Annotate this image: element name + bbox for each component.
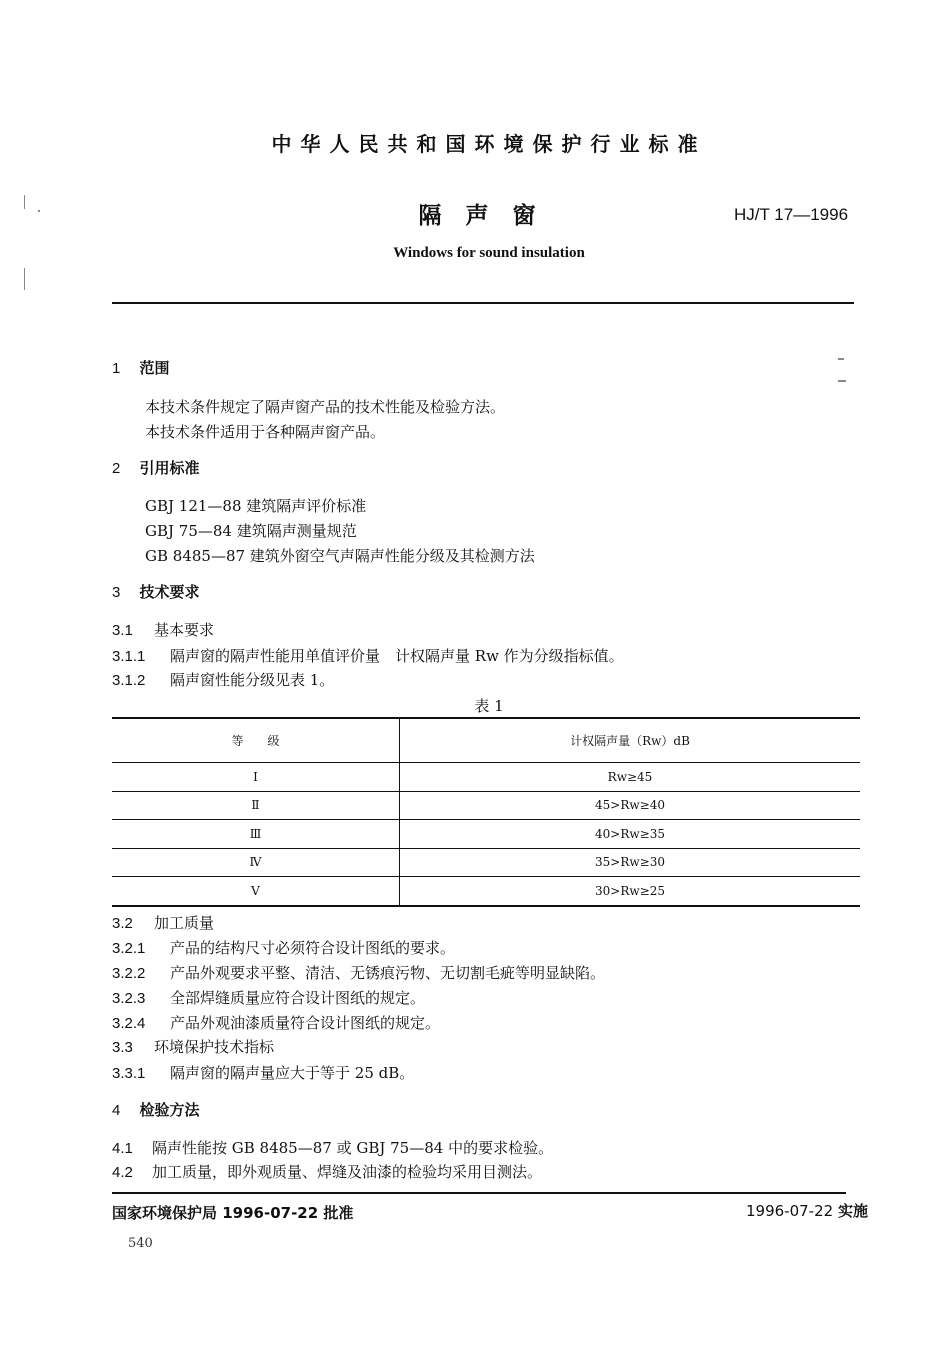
paragraph-line: 本技术条件适用于各种隔声窗产品。 [145,423,386,441]
scan-artifact [24,268,25,290]
column-header-grade: 等 级 [112,718,400,763]
clause [112,1161,542,1182]
clause-number: 3.3.1 [112,1065,146,1082]
referenced-standard: GBJ 121—88 建筑隔声评价标准 [145,497,367,515]
paragraph-line: 本技术条件规定了隔声窗产品的技术性能及检验方法。 [145,398,506,416]
clause [112,619,214,640]
section-title: 范围 [139,359,170,377]
clause-text: 隔声性能按 GB 8485—87 或 GBJ 75—84 中的要求检验。 [152,1139,554,1157]
value-cell: Rw≥45 [400,763,861,792]
referenced-standard: GBJ 75—84 建筑隔声测量规范 [145,522,357,540]
clause [112,669,334,690]
clause [112,1062,414,1083]
clause [112,937,455,958]
section-1-heading [112,357,169,378]
clause [112,1012,440,1033]
table-caption: 表 1 [474,697,504,715]
clause-text: 产品的结构尺寸必须符合设计图纸的要求。 [170,939,456,957]
document-title-english: Windows for sound insulation [393,245,585,261]
clause-number: 3.2.1 [112,940,146,957]
clause-text: 加工质量 [154,914,215,932]
section-3-heading [112,581,199,602]
column-header-rw: 计权隔声量（Rw）dB [400,718,861,763]
section-4-heading [112,1099,199,1120]
effective-line [746,1200,868,1221]
clause [112,987,425,1008]
grade-cell: Ⅳ [112,848,400,877]
clause-number: 4.2 [112,1164,133,1181]
table-row [112,877,860,906]
section-number: 2 [112,460,121,477]
section-number: 4 [112,1102,121,1119]
section-number: 1 [112,360,121,377]
referenced-standard: GB 8485—87 建筑外窗空气声隔声性能分级及其检测方法 [145,547,535,565]
table-row [112,791,860,820]
value-cell: 40>Rw≥35 [400,820,861,849]
value-cell: 45>Rw≥40 [400,791,861,820]
scan-artifact [838,358,844,360]
grade-cell: Ⅴ [112,877,400,906]
table-row [112,763,860,792]
clause-text: 产品外观要求平整、清洁、无锈痕污物、无切割毛疵等明显缺陷。 [170,964,606,982]
table-header-row [112,718,860,763]
scan-artifact [24,195,25,209]
scan-artifact [838,380,846,382]
clause-number: 4.1 [112,1140,133,1157]
clause-number: 3.2.3 [112,990,146,1007]
section-title: 引用标准 [139,459,200,477]
clause-text: 环境保护技术指标 [154,1038,275,1056]
grade-cell: Ⅲ [112,820,400,849]
clause-number: 3.1.1 [112,648,146,665]
section-number: 3 [112,584,121,601]
table-row [112,820,860,849]
effective-date: 1996-07-22 [746,1202,834,1220]
header-divider [112,302,854,304]
clause [112,1137,553,1158]
document-title: 隔声窗 [418,203,560,229]
clause [112,645,624,666]
clause-text: 隔声窗的隔声量应大于等于 25 dB。 [170,1064,415,1082]
clause-text: 产品外观油漆质量符合设计图纸的规定。 [170,1014,441,1032]
page-number: 540 [128,1236,153,1251]
standard-category: 中华人民共和国环境保护行业标准 [271,132,707,156]
clause-number: 3.3 [112,1039,133,1056]
clause-number: 3.2.4 [112,1015,146,1032]
clause-text: 加工质量，即外观质量、焊缝及油漆的检验均采用目测法。 [152,1163,543,1181]
clause-text: 隔声窗性能分级见表 1。 [170,671,335,689]
clause [112,962,605,983]
clause [112,912,214,933]
standard-code: HJ/T 17—1996 [734,205,849,224]
scan-artifact [38,210,40,212]
clause-number: 3.2.2 [112,965,146,982]
clause-text: 隔声窗的隔声性能用单值评价量 计权隔声量 Rw 作为分级指标值。 [170,647,624,665]
section-title: 技术要求 [139,583,200,601]
grade-table [112,717,860,907]
value-cell: 30>Rw≥25 [400,877,861,906]
section-2-heading [112,457,199,478]
approval-line: 国家环境保护局 1996-07-22 批准 [112,1204,354,1222]
value-cell: 35>Rw≥30 [400,848,861,877]
clause-number: 3.1.2 [112,672,146,689]
clause-text: 基本要求 [154,621,215,639]
clause-number: 3.2 [112,915,133,932]
section-title: 检验方法 [139,1101,200,1119]
grade-cell: Ⅱ [112,791,400,820]
grade-cell: Ⅰ [112,763,400,792]
effective-label: 实施 [837,1202,868,1220]
footer-divider [112,1192,846,1194]
table-row [112,848,860,877]
clause-number: 3.1 [112,622,133,639]
clause-text: 全部焊缝质量应符合设计图纸的规定。 [170,989,426,1007]
clause [112,1036,274,1057]
